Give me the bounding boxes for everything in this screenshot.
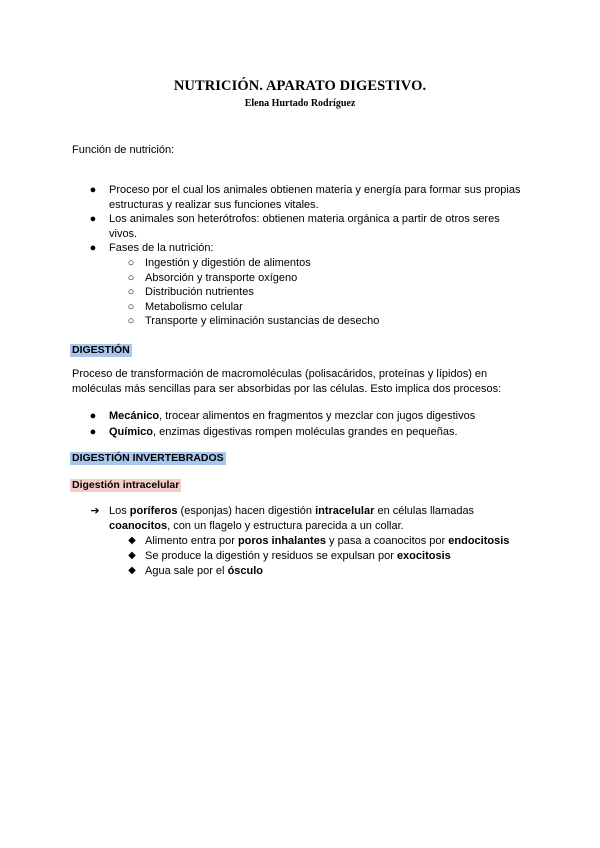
list-item: Fases de la nutrición: <box>109 242 214 254</box>
text-run: Alimento entra por <box>145 535 238 547</box>
subheading-text: Digestión intracelular <box>72 479 180 491</box>
term-bold: ósculo <box>227 565 264 577</box>
section-heading-invertebrados <box>70 451 226 466</box>
phase-item: Transporte y eliminación sustancias de desecho <box>145 315 380 327</box>
list-item-quimico <box>109 425 458 440</box>
sub-bullet-circle-icon: ○ <box>127 301 135 313</box>
text-run: Agua sale por el <box>145 565 228 577</box>
sub-bullet-circle-icon: ○ <box>127 286 135 298</box>
list-item-text: Los animales son heterótrofos: obtienen materia orgánica a partir de otros seres <box>109 213 500 225</box>
term-bold: Mecánico <box>109 410 160 422</box>
bullet-dot-icon: ● <box>89 410 97 422</box>
bullet-dot-icon: ● <box>89 242 97 254</box>
arrow-item <box>109 504 474 533</box>
diamond-bullet-icon: ◆ <box>128 565 136 576</box>
paragraph-line: Proceso de transformación de macromoléculas (polisacáridos, proteínas y lípidos) en <box>72 368 488 380</box>
bullet-dot-icon: ● <box>89 426 97 438</box>
arrow-item-line <box>109 504 474 519</box>
text-run: , con un flagelo y estructura parecida a un collar. <box>167 519 404 532</box>
heading-text: DIGESTIÓN <box>72 344 130 356</box>
term-bold: poros inhalantes <box>237 535 326 547</box>
diamond-bullet-icon: ◆ <box>128 550 136 561</box>
diamond-item <box>145 564 263 579</box>
list-item-text: vivos. <box>109 227 138 240</box>
term-bold: endocitosis <box>448 535 510 547</box>
term-bold: Químico <box>109 426 154 438</box>
text-run: Se produce la digestión y residuos se expulsan por <box>145 550 397 562</box>
bullet-dot-icon: ● <box>89 213 97 225</box>
paragraph-line: moléculas más sencillas para ser absorbidas por las células. Esto implica dos procesos: <box>72 382 502 395</box>
phase-item: Metabolismo celular <box>145 301 243 313</box>
term-bold: poríferos <box>129 505 178 517</box>
diamond-item <box>145 534 509 549</box>
term-description: , enzimas digestivas rompen moléculas grandes en pequeñas. <box>153 426 458 438</box>
term-bold: intracelular <box>315 505 375 517</box>
term-bold: coanocitos <box>109 519 168 532</box>
intro-label: Función de nutrición: <box>72 144 175 156</box>
right-arrow-icon: ➔ <box>90 505 100 517</box>
list-item <box>109 212 500 241</box>
bullet-dot-icon: ● <box>89 184 97 196</box>
document-title: NUTRICIÓN. APARATO DIGESTIVO. <box>173 78 427 94</box>
phase-item: Ingestión y digestión de alimentos <box>145 257 311 269</box>
section-heading-digestion <box>70 343 132 358</box>
text-run: y pasa a coanocitos por <box>325 535 449 547</box>
list-item-mecanico <box>109 409 475 424</box>
term-description: , trocear alimentos en fragmentos y mezclar con jugos digestivos <box>159 410 476 422</box>
term-bold: exocitosis <box>396 550 451 562</box>
arrow-item-line <box>109 519 474 534</box>
list-item <box>109 183 521 212</box>
heading-text: DIGESTIÓN INVERTEBRADOS <box>72 452 224 464</box>
sub-bullet-circle-icon: ○ <box>127 272 135 284</box>
text-run: en células llamadas <box>374 505 475 517</box>
diamond-bullet-icon: ◆ <box>128 535 136 546</box>
phase-item: Distribución nutrientes <box>145 286 254 298</box>
text-run: (esponjas) hacen digestión <box>177 505 316 517</box>
document-author: Elena Hurtado Rodríguez <box>244 98 356 109</box>
subheading-intracelular <box>70 478 181 493</box>
sub-bullet-circle-icon: ○ <box>127 315 135 327</box>
digestion-paragraph <box>72 367 532 396</box>
phase-item: Absorción y transporte oxígeno <box>145 272 298 284</box>
sub-bullet-circle-icon: ○ <box>127 257 135 269</box>
diamond-item <box>145 549 451 564</box>
text-run: Los <box>109 505 130 517</box>
list-item-text: Proceso por el cual los animales obtienen materia y energía para formar sus propias <box>109 184 521 196</box>
list-item-text: estructuras y realizar sus funciones vitales. <box>109 198 319 211</box>
